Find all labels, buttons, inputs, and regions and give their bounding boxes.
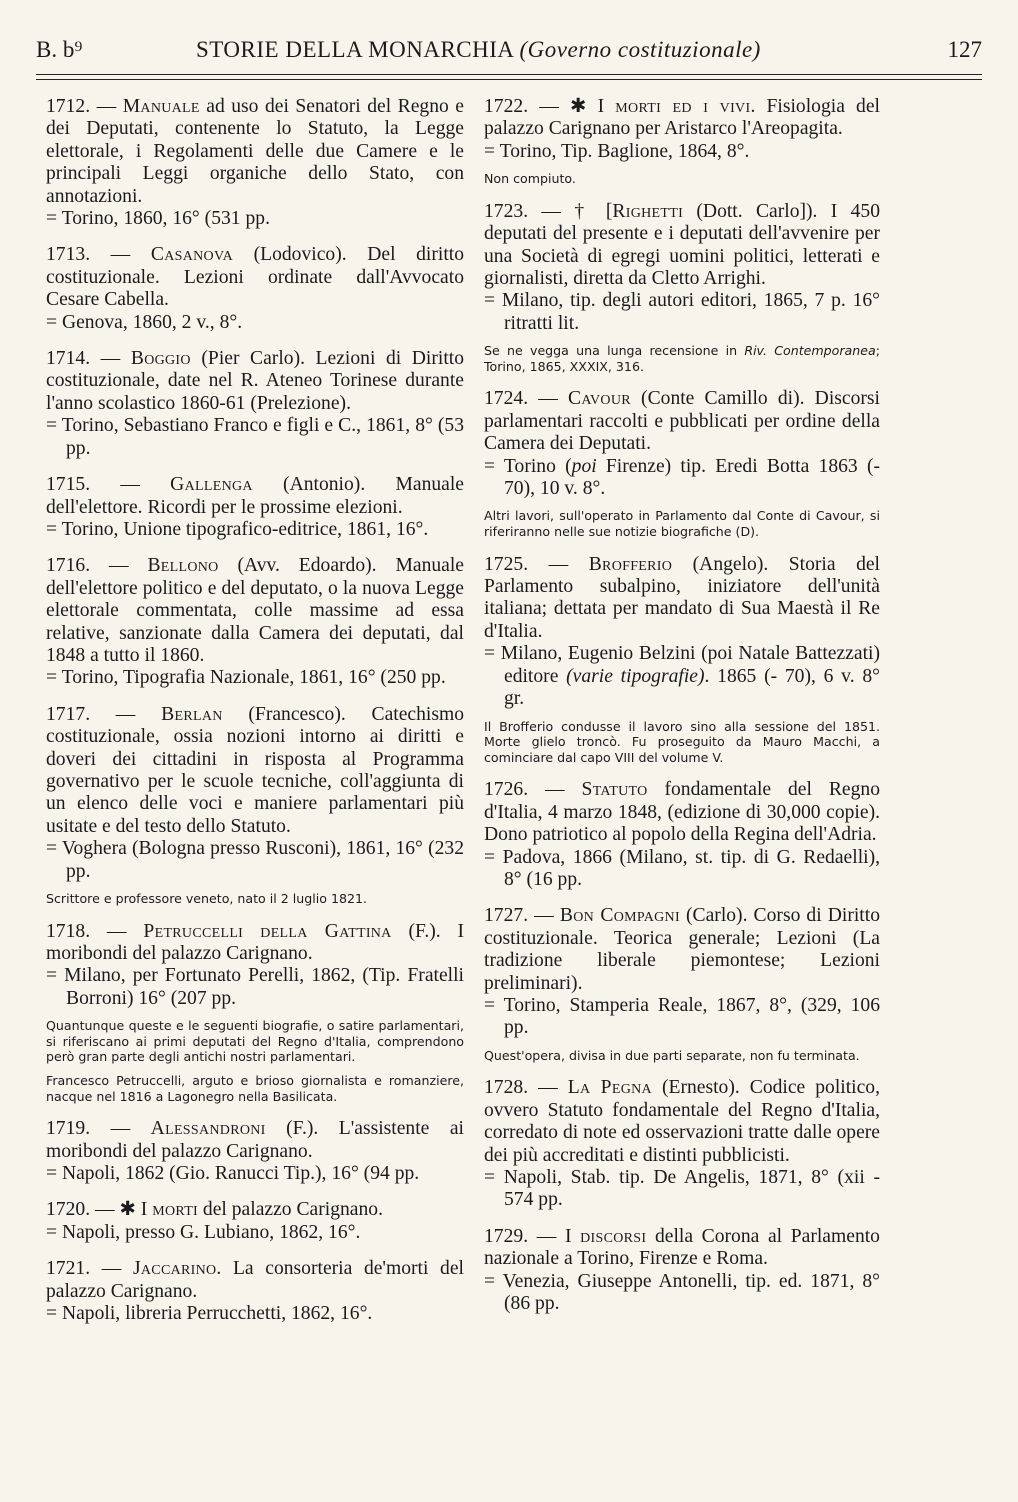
entry-title: (F.). I moribondi del palazzo Carignano.: [46, 920, 465, 964]
entry-number: 1721. —: [46, 1258, 122, 1280]
entry-author: Manuale: [122, 96, 200, 117]
note-text: ; Torino, 1865, XXXIX, 316.: [484, 343, 880, 374]
header-subtitle: (Governo costituzionale): [519, 37, 761, 62]
entry-note: Non compiuto.: [484, 171, 576, 187]
signature-mark: B. b⁹: [36, 37, 83, 62]
entry-title: (Lodovico). Del diritto costituzionale. Lezioni ordinate dall'Avvocato Cesare Cabella.: [46, 244, 464, 311]
entry-author: Righetti: [612, 200, 684, 222]
entry-author: Brofferio: [588, 553, 673, 575]
imprint-part: Firenze) tip. Eredi Botta 1863 (- 70), 10 v. 8°.: [504, 455, 881, 500]
entry-imprint: = Torino, Tipografia Nazionale, 1861, 16° (250 pp.: [46, 667, 446, 689]
bib-entry-1715: [46, 474, 464, 541]
running-header: [36, 32, 982, 68]
entry-imprint: = Genova, 1860, 2 v., 8°.: [46, 311, 243, 333]
header-rule-double: [36, 79, 982, 80]
entry-title: (Francesco). Catechismo costituzionale, ossia nozioni intorno ai diritti e doveri dei cittadini in risposta al Programma governativo per le scuole tecniche, coll'aggiunta di un elenco delle voci e maniere parlamentari più usitate e del testo dello Statuto.: [46, 703, 465, 837]
entry-number: 1716. —: [46, 555, 129, 577]
entry-imprint: = Napoli, presso G. Lubiano, 1862, 16°.: [46, 1221, 361, 1243]
bib-entry-1718: [46, 921, 464, 1011]
entry-note: Francesco Petruccelli, arguto e brioso giornalista e romanziere, nacque nel 1816 a Lagonegro nella Basilicata.: [46, 1073, 464, 1104]
bib-entry-1723: [484, 201, 880, 335]
entry-imprint: = Torino, Sebastiano Franco e figli e C., 1861, 8° (53 pp.: [46, 415, 464, 459]
entry-imprint: = Venezia, Giuseppe Antonelli, tip. ed. 1871, 8° (86 pp.: [484, 1270, 880, 1314]
bib-entry-1716: [46, 555, 464, 689]
page-number: 127: [947, 37, 982, 62]
entry-title: ad uso dei Senatori del Regno e dei Deputati, contenente lo Statuto, la Legge elettorale, i Regolamenti delle due Camere e le principali Leggi organiche dello Stato, con annotazioni.: [46, 96, 464, 207]
bib-entry-1712: [46, 96, 464, 230]
bib-entry-1725: [484, 554, 880, 711]
entry-title: fondamentale del Regno d'Italia, 4 marzo 1848, (edizione di 30,000 copie). Dono patriotico al popolo della Regina dell'Adria.: [484, 779, 880, 846]
right-column: [484, 96, 880, 1329]
bib-entry-1724: [484, 388, 880, 500]
bib-entry-1720: [46, 1199, 464, 1244]
imprint-italic: poi: [571, 455, 597, 477]
entry-imprint: = Napoli, libreria Perrucchetti, 1862, 16°.: [46, 1303, 373, 1325]
entry-imprint: = Padova, 1866 (Milano, st. tip. di G. Redaelli), 8° (16 pp.: [484, 846, 880, 890]
bib-entry-1714: [46, 348, 464, 460]
entry-imprint: = Torino, Tip. Baglione, 1864, 8°.: [484, 140, 750, 162]
entry-author: Cavour: [568, 388, 631, 410]
entry-number: 1729. — I: [484, 1225, 572, 1247]
entry-imprint: = Napoli, Stab. tip. De Angelis, 1871, 8° (xii - 574 pp.: [484, 1166, 880, 1211]
entry-number: 1719. —: [46, 1118, 131, 1140]
bib-entry-1729: [484, 1226, 880, 1316]
entry-number: 1728. —: [484, 1077, 558, 1099]
entry-note: Quantunque queste e le seguenti biografie, o satire parlamentari, si riferiscano ai primi deputati del Regno d'Italia, comprendono però gran parte degli antichi nostri parlamentari.: [46, 1018, 464, 1065]
entry-number: 1718. —: [46, 920, 127, 942]
note-journal: Riv. Contemporanea: [744, 343, 876, 359]
imprint-part: . 1865 (- 70), 6 v. 8° gr.: [504, 665, 880, 710]
entry-number: 1715. —: [46, 474, 140, 496]
entry-title: . Fisiologia del palazzo Carignano per Aristarco l'Areopagita.: [484, 96, 880, 140]
entry-author: Bellono: [147, 555, 219, 577]
entry-title: (Dott. Carlo]). I 450 deputati del presente e i deputati dell'avvenire per una Società di egregi uomini politici, letterati e giornalisti, diretta da Cletto Arrighi.: [484, 200, 880, 290]
entry-author: Statuto: [581, 779, 648, 801]
entry-author: Boggio: [130, 348, 191, 370]
bib-entry-1726: [484, 779, 880, 891]
entry-note: Il Brofferio condusse il lavoro sino alla sessione del 1851. Morte glielo troncò. Fu proseguito da Mauro Macchi, a cominciare dal capo VIII del volume V.: [484, 718, 880, 765]
entry-title: (Carlo). Corso di Diritto costituzionale. Teorica generale; Lezioni (La tradizione liberale piemontese; Lezioni preliminari).: [484, 905, 880, 994]
entry-imprint: = Torino, Stamperia Reale, 1867, 8°, (329, 106 pp.: [484, 994, 880, 1039]
entry-number: 1712. —: [46, 96, 117, 117]
running-title: [196, 32, 761, 68]
entry-imprint: = Napoli, 1862 (Gio. Ranucci Tip.), 16° (94 pp.: [46, 1163, 420, 1184]
entry-title: . La consorteria de'morti del palazzo Carignano.: [46, 1258, 464, 1302]
entry-imprint: = Milano, tip. degli autori editori, 1865, 7 p. 16° ritratti lit.: [484, 290, 880, 334]
entry-note: Quest'opera, divisa in due parti separate, non fu terminata.: [484, 1047, 860, 1063]
entry-imprint: = Torino, 1860, 16° (531 pp.: [46, 208, 270, 230]
bib-entry-1722: [484, 96, 880, 163]
entry-author: Petruccelli della Gattina: [143, 920, 392, 942]
entry-number: 1713. —: [46, 244, 131, 266]
entry-imprint: [484, 456, 880, 501]
imprint-part: = Milano, Eugenio Belzini (poi Natale Battezzati) editore: [484, 643, 880, 687]
imprint-italic: (varie tipografie): [566, 665, 705, 687]
entry-title: (Avv. Edoardo). Manuale dell'elettore politico e del deputato, o la nuova Legge elettorale commentata, colle massime ad essa relative, sanzionate dalla Camera dei deputati, dal 1848 a tutto il 1860.: [46, 555, 464, 666]
entry-author: Berlan: [161, 703, 223, 725]
entry-number: 1723. — † [: [484, 200, 613, 222]
left-column: [46, 96, 464, 1339]
entry-note: [484, 343, 880, 374]
entry-number: 1722. — ✱ I: [484, 96, 605, 117]
header-rule: [36, 74, 982, 75]
entry-imprint: = Torino, Unione tipografico-editrice, 1861, 16°.: [46, 518, 429, 540]
entry-number: 1726. —: [484, 779, 565, 801]
bib-entry-1717: [46, 704, 464, 883]
entry-author: discorsi: [580, 1225, 647, 1247]
entry-title: della Corona al Parlamento nazionale a Torino, Firenze e Roma.: [484, 1225, 880, 1270]
entry-number: 1714. —: [46, 348, 121, 370]
entry-author: Gallenga: [170, 474, 253, 496]
entry-title: (Ernesto). Codice politico, ovvero Statuto fondamentale del Regno d'Italia, corredato di note ed osservazioni tratte dalle opere dei più accreditati e distinti pubblicisti.: [484, 1077, 881, 1166]
entry-number: 1725. —: [484, 553, 569, 575]
entry-number: 1724. —: [484, 388, 558, 410]
entry-imprint: = Milano, per Fortunato Perelli, 1862, (Tip. Fratelli Borroni) 16° (207 pp.: [46, 965, 464, 1009]
entry-title: del palazzo Carignano.: [202, 1199, 383, 1221]
entry-title: (Angelo). Storia del Parlamento subalpino, iniziatore dell'unità italiana; dettata per mandato di Sua Maestà il Re d'Italia.: [484, 553, 881, 642]
entry-title: (F.). L'assistente ai moribondi del palazzo Carignano.: [46, 1118, 464, 1162]
header-title: STORIE DELLA MONARCHIA: [196, 37, 514, 62]
note-text: Se ne vegga una lunga recensione in: [484, 343, 745, 359]
entry-title: (Antonio). Manuale dell'elettore. Ricordi per le prossime elezioni.: [46, 474, 464, 518]
bib-entry-1728: [484, 1077, 880, 1211]
bib-entry-1719: [46, 1118, 464, 1185]
entry-imprint: = Voghera (Bologna presso Rusconi), 1861, 16° (232 pp.: [46, 838, 464, 882]
bib-entry-1721: [46, 1258, 464, 1325]
entry-author: Jaccarino: [132, 1258, 217, 1280]
entry-author: morti ed i vivi: [615, 96, 751, 117]
entry-title: (Conte Camillo di). Discorsi parlamentari raccolti e pubblicati per ordine della Camera dei Deputati.: [484, 388, 880, 455]
imprint-part: = Torino (: [484, 455, 572, 477]
bib-entry-1727: [484, 905, 880, 1039]
entry-imprint: [484, 643, 880, 710]
entry-number: 1717. —: [46, 703, 136, 725]
entry-note: Altri lavori, sull'operato in Parlamento dal Conte di Cavour, si riferiranno nelle sue notizie biografiche (D).: [484, 508, 880, 540]
entry-title: (Pier Carlo). Lezioni di Diritto costituzionale, date nel R. Ateneo Torinese durante l'anno scolastico 1860-61 (Prelezione).: [46, 348, 465, 414]
entry-author: Bon Compagni: [559, 905, 680, 927]
entry-author: Alessandroni: [150, 1118, 266, 1140]
entry-author: morti: [152, 1199, 199, 1221]
entry-author: Casanova: [150, 244, 233, 266]
bib-entry-1713: [46, 244, 464, 334]
entry-number: 1727. —: [484, 905, 554, 927]
entry-note: Scrittore e professore veneto, nato il 2 luglio 1821.: [46, 891, 368, 906]
entry-number: 1720. — ✱ I: [46, 1199, 148, 1221]
entry-author: La Pegna: [567, 1077, 652, 1099]
